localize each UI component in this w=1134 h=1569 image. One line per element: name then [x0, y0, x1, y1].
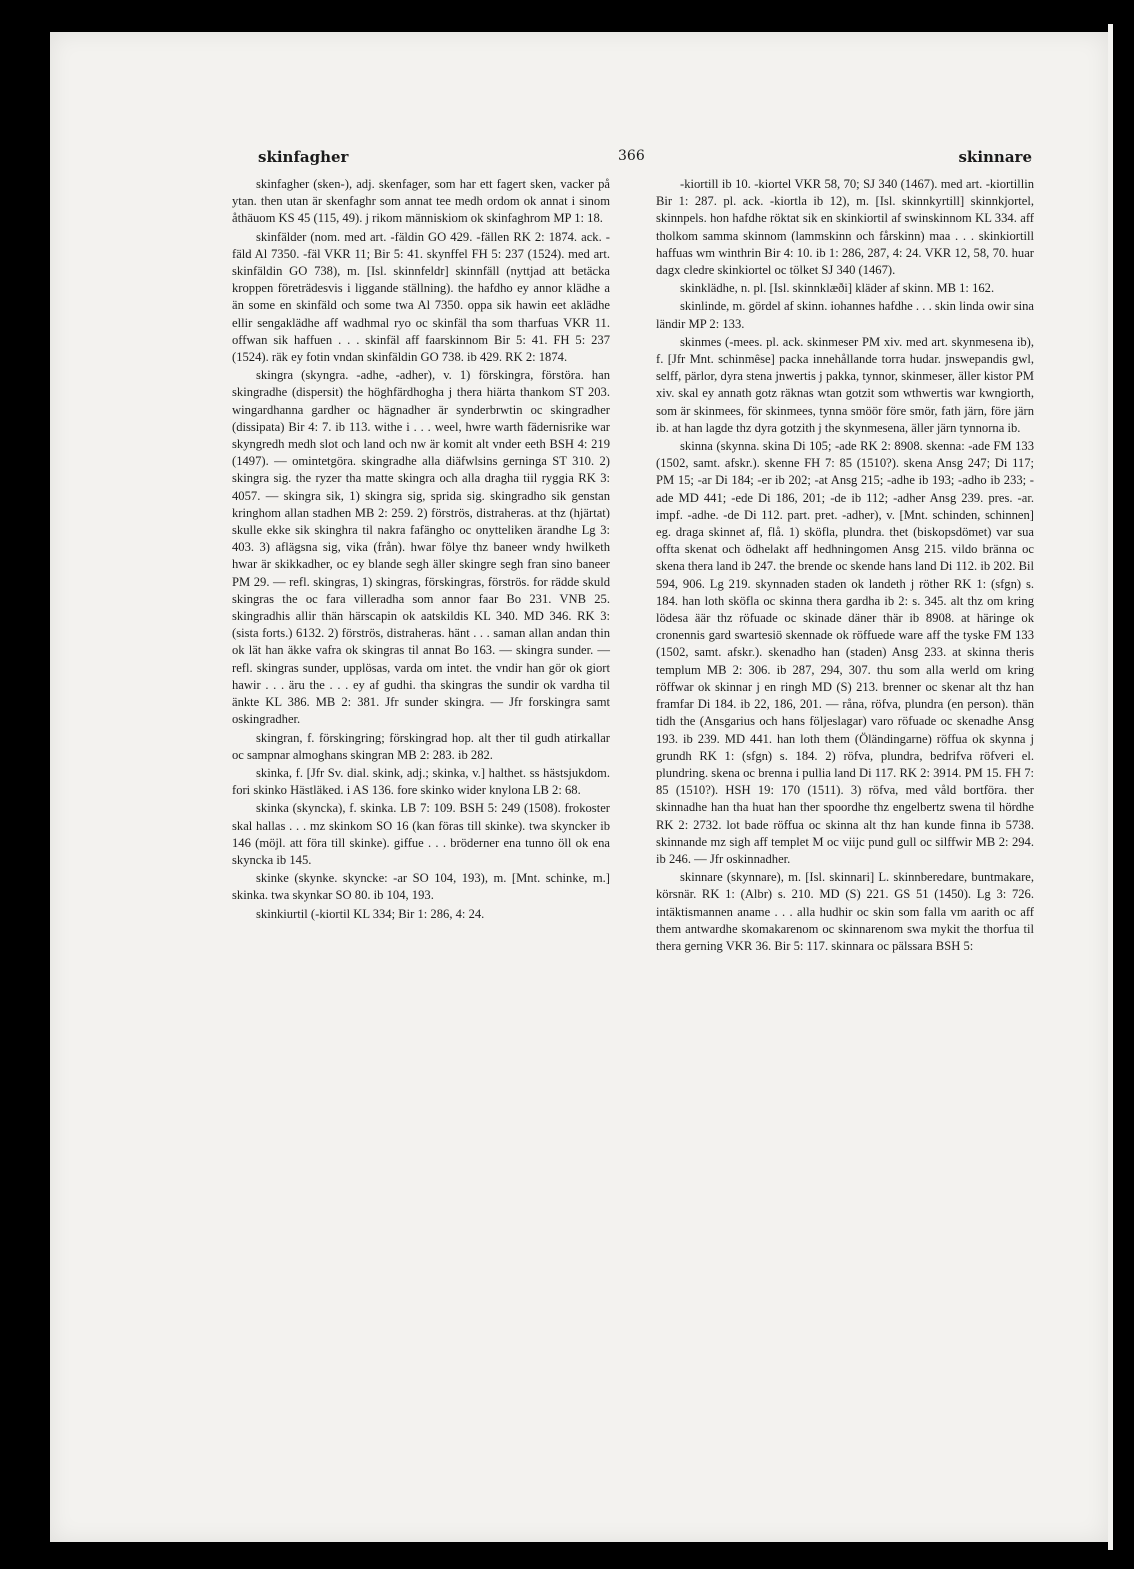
page-edge [1108, 24, 1113, 1550]
right-column [656, 176, 1034, 956]
dictionary-entry: skingran, f. förskingring; förskingrad hop. alt ther til gudh atirkallar oc sampnar almoghans skingran MB 2: 283. ib 282. [232, 730, 610, 762]
running-head-left: skinfagher [258, 148, 349, 166]
page-number: 366 [618, 148, 645, 164]
dictionary-entry: skinka, f. [Jfr Sv. dial. skink, adj.; skinka, v.] halthet. ss hästsjukdom. fori skinko Hästläked. i AS 136. fore skinko wider knylona LB 2: 68. [232, 765, 610, 798]
dictionary-entry: skinka (skyncka), f. skinka. LB 7: 109. BSH 5: 249 (1508). frokoster skal hallas . . . mz skinkom SO 16 (kan föras till skinke). twa skyncker ib 146 (möjl. att föra till skinke). giffue . . . bröderner ena tunno öll ok ena skyncka ib 145. [232, 801, 610, 867]
running-head-right: skinnare [958, 148, 1032, 166]
dictionary-entry: skinfagher (sken-), adj. skenfager, som har ett fagert sken, vacker på ytan. then utan är skenfaghr som annat tee medh ordom ok annat i sinom åthäuom KS 45 (115, 49). j rikom människiom ok skinfaghrom MP 1: 18. [232, 177, 610, 226]
dictionary-entry: -kiortill ib 10. -kiortel VKR 58, 70; SJ 340 (1467). med art. -kiortillin Bir 1: 287. pl. ack. -kiortla ib 12), m. [Isl. skinnkyrtill] skinnkjortel, skinnpels. hon hafdhe röktat sik en skinkiortil af swinskinnom KL 334. aff tholkom samma skinnom (lammskinn och fårskinn) maa . . . skinkiortill haffuas wm winthrin Bir 4: 10. ib 1: 286, 287, 4: 24. VKR 12, 58, 70. huar dagx cledre skinkiortel oc tölket SJ 340 (1467). [656, 177, 1034, 278]
dictionary-entry: skinklädhe, n. pl. [Isl. skinnklæði] kläder af skinn. MB 1: 162. [680, 281, 995, 296]
left-column [232, 176, 610, 924]
dictionary-entry: skinmes (-mees. pl. ack. skinmeser PM xiv. med art. skynmesena ib), f. [Jfr Mnt. schinmêse] packa innehållande torra hudar. jnswepandis gwl, selff, pärlor, dyra stena jnwertis j pakka, tynnor, skinmeser, äller kistor PM xiv. skal ey annath gotz räknas wtan gotzit som wthwertis war kwngiorth, som är skinmees, för skinmees, tynna smöör före smör, fath järn, före järn ib. at han lagde thz dyra gotzith j the skynmesena, äller järn tynnorna ib. [656, 334, 1034, 435]
dictionary-entry: skingra (skyngra. -adhe, -adher), v. 1) förskingra, förstöra. han skingradhe (dispersit) the höghfärdhogha j thera hiärta thankom ST 203. wingardhanna gardher oc hägnadher är synderbrwtin oc skingradher (dissipata) Bir 4: 7. ib 113. withe i . . . weel, hwre warth fädernisrike war skyngredh medh slot och land och nw är komit alt vnder eeth BSH 4: 219 (1497). — omintetgöra. skingradhe alla diäfwlsins gerninga ST 310. 2) skingra sig. the ryzer tha matte skingra och alla dragha tiil ryggia RK 3: 4057. — skingra sik, 1) skingra sig, sprida sig. skingradho sik genstan kringhom allan stadhen MB 2: 259. 2) förströs, distraheras. at thz (hjärtat) skulle ekke sik skinghra til nakra fafängho oc onytteliken ärandhe Lg 3: 403. 3) aflägsna sig, vika (från). hwar fölye thz baneer wndy hwilketh hwar är skikkadher, oc ey blande segh äller skingre segh fran sino baneer PM 29. — refl. skingras, 1) skingras, förskingras, förströs. for rädde skuld skingras the oc fara villeradha som annor faar Bo 231. VNB 25. skingradhis allir thän härscapin ok aatskildis KL 340. MD 346. RK 3: (sista forts.) 6132. 2) förströs, distraheras. hänt . . . saman allan andan thin ok lät han äkke vafra ok skingras til annat Bo 163. — skingra sunder. — refl. skingras sunder, upplösas, varda om intet. the vndir han gör ok giort hawir . . . äru the . . . ey af gudhi. tha skingras the sundir ok vardha til änkte KL 386. MB 2: 381. Jfr sunder skingra. — Jfr forskingra samt oskingradher. [232, 368, 610, 727]
dictionary-entry: skinnare (skynnare), m. [Isl. skinnari] L. skinnberedare, buntmakare, körsnär. RK 1: (Albr) s. 210. MD (S) 221. GS 51 (1450). Lg 3: 726. intäktismannen aname . . . alla hudhir oc skin som falla vm aarith oc aff them antwardhe skomakarenom oc skinnarenom swa mykit the thorfua til thera gerning VKR 36. Bir 5: 117. skinnara oc pälssara BSH 5: [656, 870, 1034, 953]
dictionary-entry: skinlinde, m. gördel af skinn. iohannes hafdhe . . . skin linda owir sina ländir MP 2: 133. [656, 299, 1034, 331]
dictionary-entry: skinke (skynke. skyncke: -ar SO 104, 193), m. [Mnt. schinke, m.] skinka. twa skynkar SO 80. ib 104, 193. [232, 871, 610, 903]
running-head [258, 148, 1032, 172]
dictionary-entry: skinfälder (nom. med art. -fäldin GO 429. -fällen RK 2: 1874. ack. -fäld Al 7350. -fäl VKR 11; Bir 5: 41. skynffel FH 5: 237 (1524). med art. skinfäldin GO 738), m. [Isl. skinnfeldr] skinnfäll (nyttjad att betäcka kroppen företrädesvis i liggande ställning). the hafdho ey annor klädhe a än some en skinfäld och some twa Al 7350. oppa sik hawin eet aklädhe ellir sengaklädhe aff wadhmal ryo oc skinfäl tha som tharfuas VKR 11. offwan sik haffuen . . . skinfäl aff faarskinnom Bir 5: 41. FH 5: 237 (1524). räk ey fotin vndan skinfäldin GO 738. ib 429. RK 2: 1874. [232, 229, 610, 365]
dictionary-entry: skinkiurtil (-kiortil KL 334; Bir 1: 286, 4: 24. [256, 906, 485, 921]
dictionary-entry: skinna (skynna. skina Di 105; -ade RK 2: 8908. skenna: -ade FM 133 (1502, samt. afskr.). skenne FH 7: 85 (1510?). skena Ansg 247; Di 117; PM 15; -ar Di 184; -er ib 202; -at Ansg 215; -adhe ib 193; -adho ib 233; -ade MD 441; -ede Di 186, 201; -de ib 112; -adher Ansg 239. pres. -ar. impf. -adhe. -de Di 112. part. pret. -adher), v. [Mnt. schinden, schinnen] eg. draga skinnet af, flå. 1) sköfla, plundra. thet (biskopsdömet) var sua offta skenat och ödhelakt aff hedhningomen Ansg 215. vildo bränna oc skena thera land ib 247. the brende oc skende hans land Di 112. ib 202. Bil 594, 906. Lg 219. skynnaden staden ok landeth j röther RK 1: (sfgn) s. 184. han loth sköfla oc skinna thera gardha ib 2: s. 345. alt thz om kring lödesa äär thz röfuade oc skinade däner thär ib 8908. at häringe ok cronennis gard swartesiö skennade ok röffuede ware aff the tyske FM 133 (1502, samt. afskr.). skenadho han (staden) Ansg 233. at skinna theris templum MB 2: 306. ib 287, 294, 307. thu som alla werld om kring röffwar ok skinnar j en ringh MD (S) 213. brenner oc skenar alt thz han framfar Di 184. ib 22, 186, 201. — råna, röfva, plundra (en person). thän tidh the (Ansgarius och hans följeslagar) varo röfuade oc skenadhe Ansg 193. ib 239. MD 441. han loth them (Öländingarne) röffua ok skynna j grundh RK 1: (sfgn) s. 184. 2) röfva, plundra, bedrifva röfveri el. plundring. skena oc brenna i pullia land Di 117. RK 2: 3914. PM 15. FH 7: 85 (1510?). HSH 19: 170 (1511). 3) röfva, med våld bortföra. ther skinnadhe han tha huat han ther spoordhe thz engelbertz swena til hördhe RK 2: 2732. lot bade röffua oc skinna alt thz han kunde finna ib 5738. skinnande mz sigh aff templet M oc viijc pund gull oc silffwir MB 2: 294. ib 246. — Jfr oskinnadher. [656, 439, 1034, 866]
